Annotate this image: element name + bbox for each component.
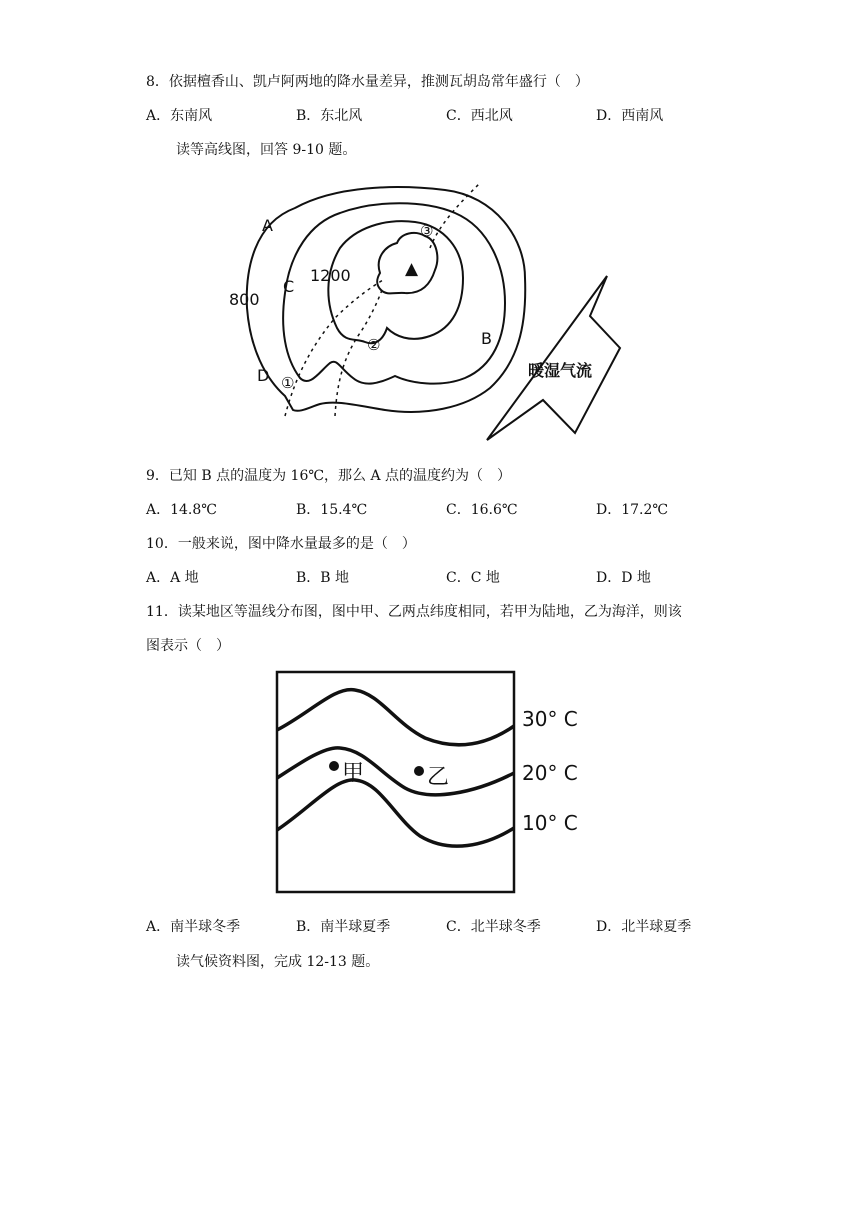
label-b: B	[481, 329, 492, 348]
isotherm-map-svg	[270, 668, 580, 900]
airflow-label: 暖湿气流	[528, 361, 593, 380]
question-11-option-c[interactable]: C．北半球冬季	[446, 919, 541, 935]
label-a: A	[262, 216, 273, 235]
label-10c: 10° C	[522, 811, 578, 835]
question-9-option-d[interactable]: D．17.2℃	[596, 502, 669, 518]
question-8-option-b[interactable]: B．东北风	[296, 108, 363, 124]
label-yi: 乙	[427, 765, 450, 790]
airflow-arrow	[487, 276, 620, 440]
intro-12-13: 读气候资料图，完成 12-13 题。	[176, 954, 380, 970]
isotherm-map-figure	[270, 668, 580, 900]
label-30c: 30° C	[522, 707, 578, 731]
question-10-option-b[interactable]: B．B 地	[296, 570, 350, 586]
question-10-option-c[interactable]: C．C 地	[446, 570, 500, 586]
question-11-option-d[interactable]: D．北半球夏季	[596, 919, 692, 935]
question-10-option-d[interactable]: D．D 地	[596, 570, 651, 586]
isotherm-20	[277, 748, 514, 795]
question-9-option-b[interactable]: B．15.4℃	[296, 502, 368, 518]
question-9-stem: 9．已知 B 点的温度为 16℃，那么 A 点的温度约为（ ）	[146, 468, 512, 484]
isotherm-10	[277, 780, 514, 846]
question-11-stem-line2: 图表示（ ）	[146, 638, 230, 654]
question-8-option-c[interactable]: C．西北风	[446, 108, 513, 124]
isotherm-30	[277, 690, 514, 745]
label-circle-3: ③	[420, 222, 434, 240]
intro-9-10: 读等高线图，回答 9-10 题。	[176, 142, 357, 158]
question-9-option-a[interactable]: A．14.8℃	[146, 502, 217, 518]
contour-map-figure	[225, 178, 635, 448]
label-circle-1: ①	[281, 374, 295, 392]
question-8-option-a[interactable]: A．东南风	[146, 108, 213, 124]
dashed-line-3	[430, 183, 480, 248]
label-d: D	[257, 366, 270, 385]
question-10-option-a[interactable]: A．A 地	[146, 570, 199, 586]
question-8-stem: 8．依据檀香山、凯卢阿两地的降水量差异，推测瓦胡岛常年盛行（ ）	[146, 74, 589, 90]
label-20c: 20° C	[522, 761, 578, 785]
point-jia-dot	[329, 761, 339, 771]
label-circle-2: ②	[367, 336, 381, 354]
label-1200: 1200	[310, 266, 351, 285]
question-9-option-c[interactable]: C．16.6℃	[446, 502, 518, 518]
label-800: 800	[229, 290, 260, 309]
peak-triangle-icon: ▲	[405, 259, 419, 279]
label-c: C	[283, 277, 295, 296]
question-10-stem: 10．一般来说，图中降水量最多的是（ ）	[146, 536, 416, 552]
contour-map-svg	[225, 178, 635, 448]
question-11-option-a[interactable]: A．南半球冬季	[146, 919, 241, 935]
question-8-option-d[interactable]: D．西南风	[596, 108, 664, 124]
point-yi-dot	[414, 766, 424, 776]
question-11-stem-line1: 11．读某地区等温线分布图，图中甲、乙两点纬度相同，若甲为陆地，乙为海洋，则该	[146, 604, 682, 620]
question-11-option-b[interactable]: B．南半球夏季	[296, 919, 391, 935]
label-jia: 甲	[342, 761, 365, 786]
